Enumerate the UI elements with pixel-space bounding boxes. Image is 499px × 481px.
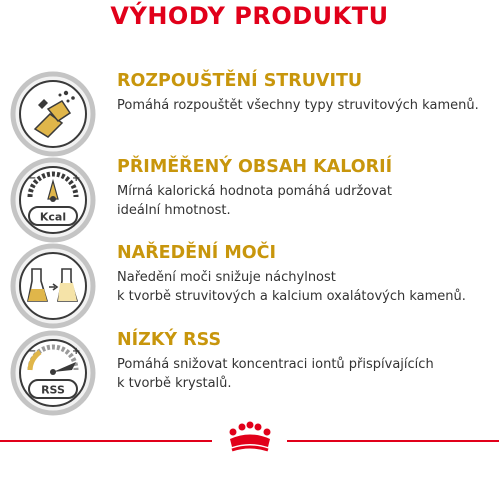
benefit-heading: NAŘEDĚNÍ MOČI <box>117 243 276 263</box>
rss-gauge-icon <box>10 330 96 416</box>
benefit-heading: ROZPOUŠTĚNÍ STRUVITU <box>117 71 363 91</box>
kcal-label: Kcal <box>39 210 67 224</box>
svg-text:+: + <box>72 173 81 184</box>
svg-text:−: − <box>28 173 37 184</box>
kcal-gauge-icon <box>10 157 96 243</box>
description-line: Naředění moči snižuje náchylnost <box>117 270 336 285</box>
urine-dilution-icon <box>10 243 96 329</box>
description-line: k tvorbě krystalů. <box>117 376 232 391</box>
benefit-low-rss <box>0 330 499 410</box>
struvite-dissolution-icon <box>10 71 96 157</box>
footer-divider-right <box>287 440 499 442</box>
rss-label: RSS <box>41 383 65 397</box>
description-line: Pomáhá rozpouštět všechny typy struvitových kamenů. <box>117 98 479 113</box>
benefit-description <box>117 96 492 115</box>
benefit-heading: NÍZKÝ RSS <box>117 330 222 350</box>
description-line: k tvorbě struvitových a kalcium oxalátových kamenů. <box>117 289 466 304</box>
page-title: VÝHODY PRODUKTU <box>110 2 389 30</box>
benefit-description <box>117 355 492 393</box>
description-line: Pomáhá snižovat koncentraci iontů přispívajících <box>117 357 434 372</box>
description-line: Mírná kalorická hodnota pomáhá udržovat <box>117 184 392 199</box>
footer-divider-left <box>0 440 212 442</box>
svg-text:+: + <box>72 346 81 357</box>
benefit-struvite-dissolution <box>0 71 499 151</box>
royal-canin-crown-logo <box>224 419 276 463</box>
benefit-urine-dilution <box>0 243 499 323</box>
svg-text:−: − <box>28 346 37 357</box>
benefit-moderate-calories <box>0 157 499 237</box>
benefit-description <box>117 268 492 306</box>
benefit-heading: PŘIMĚŘENÝ OBSAH KALORIÍ <box>117 157 393 177</box>
benefit-description <box>117 182 492 220</box>
description-line: ideální hmotnost. <box>117 203 231 218</box>
